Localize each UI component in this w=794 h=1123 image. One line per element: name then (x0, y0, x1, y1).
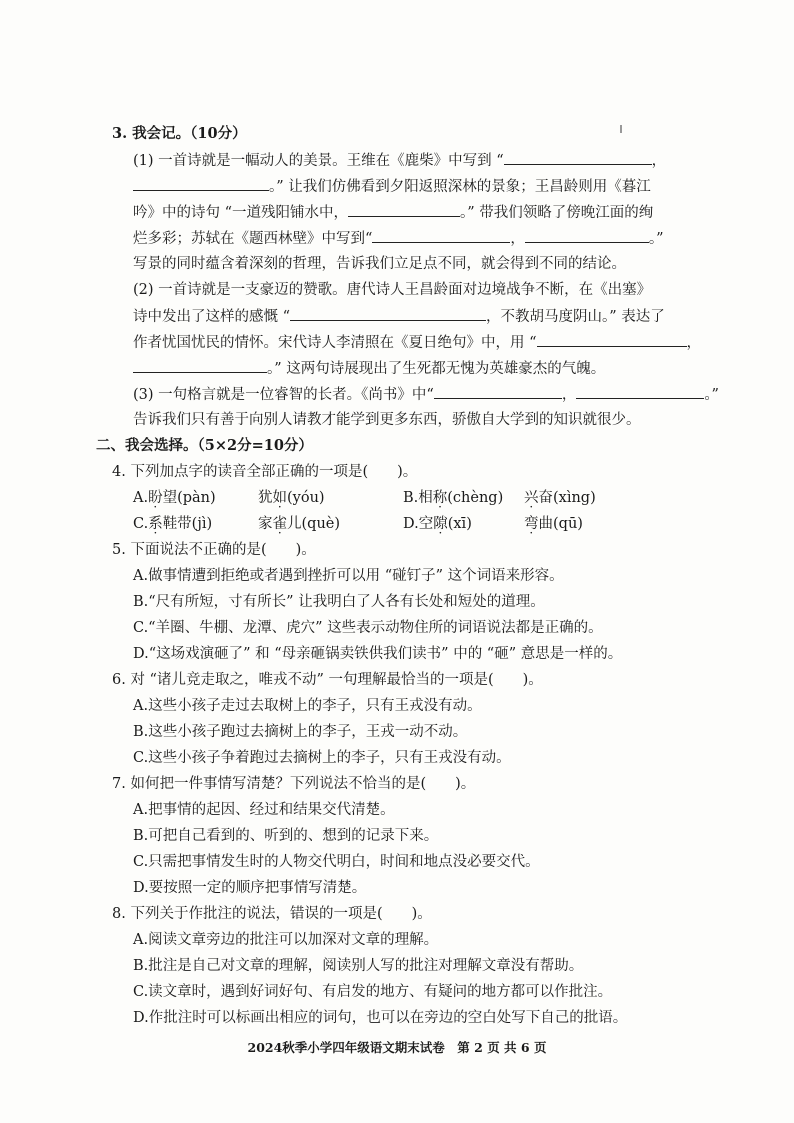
q3-p3-line2: 告诉我们只有善于向别人请教才能学到更多东西，骄傲自大学到的知识就很少。 (133, 412, 641, 428)
q3-p2-comma: ， (686, 335, 702, 351)
q3-p2-text-c: ，不教胡马度阴山。” 表达了 (486, 309, 665, 325)
q4-option-c1[interactable] (133, 514, 212, 534)
q8-stem: 8. 下列关于作批注的说法，错误的一项是( )。 (112, 906, 432, 922)
q7-option-b[interactable]: B.可把自己看到的、听到的、想到的记录下来。 (133, 828, 439, 844)
q4-a1-dot-char: 盼 (148, 490, 163, 506)
q6-stem: 6. 对 “诸儿竞走取之，唯戎不动” 一句理解最恰当的一项是( )。 (112, 672, 543, 688)
q3-p2-line1: (2) 一首诗就是一支豪迈的赞歌。唐代诗人王昌龄面对边境战争不断，在《出塞》 (133, 282, 652, 298)
blank-xilinbi-2[interactable] (525, 228, 649, 243)
q4-c2-pre: 家 (258, 516, 273, 532)
q3-p3-text-a: (3) 一句格言就是一位睿智的长者。《尚书》中“ (133, 387, 434, 403)
q3-p1-text-a: (1) 一首诗就是一幅动人的美景。王维在《鹿柴》中写到 “ (133, 153, 504, 169)
blank-luzhai-2[interactable] (133, 176, 269, 191)
q3-p1-text-e: 烂多彩；苏轼在《题西林壁》中写到“ (133, 231, 373, 247)
q3-p1-line2 (133, 176, 651, 197)
q4-d1-dot-char: 隙 (433, 516, 448, 532)
blank-shangshu-1[interactable] (434, 384, 562, 399)
q4-a2-post: (yóu) (287, 490, 325, 506)
q3-title: 3. 我会记。（10分） (112, 125, 247, 142)
q4-a2-pre: 犹 (258, 490, 273, 506)
q4-a1-post: 望(pàn) (162, 490, 216, 506)
blank-xiarijueju-2[interactable] (133, 358, 267, 373)
q5-option-d[interactable]: D.“这场戏演砸了” 和 “母亲砸锅卖铁供我们读书” 中的 “砸” 意思是一样的。 (133, 646, 623, 662)
q3-p3-comma: ， (561, 387, 577, 403)
q4-d2-post: 曲(qū) (538, 516, 583, 532)
q4-option-d1[interactable] (403, 514, 472, 534)
q3-p1-text-b: 。” 让我们仿佛看到夕阳返照深林的景象；王昌龄则用《暮江 (269, 179, 651, 195)
q7-stem: 7. 如何把一件事情写清楚？下列说法不恰当的是( )。 (112, 776, 476, 792)
q3-p1-comma2: ， (510, 231, 525, 247)
q3-p2-text-d: 作者忧国忧民的情怀。宋代诗人李清照在《夏日绝句》中，用 “ (133, 335, 537, 351)
q3-p1-comma1: ， (651, 153, 667, 169)
q3-p1-text-d: 。” 带我们领略了傍晚江面的绚 (460, 205, 654, 221)
q7-option-a[interactable]: A.把事情的起因、经过和结果交代清楚。 (133, 802, 395, 818)
q4-c2-dot-char: 雀 (272, 516, 287, 532)
q4-a2-dot-char: 如 (272, 490, 287, 506)
blank-luzhai-1[interactable] (504, 150, 652, 165)
q8-option-b[interactable]: B.批注是自己对文章的理解，阅读别人写的批注对理解文章没有帮助。 (133, 958, 584, 974)
q4-b2-post: 奋(xìng) (538, 490, 596, 506)
q4-option-c2 (258, 514, 340, 534)
blank-shangshu-2[interactable] (576, 384, 704, 399)
q4-d1-pre: D.空 (403, 516, 434, 532)
q6-option-b[interactable]: B.这些小孩子跑过去摘树上的李子，王戎一动不动。 (133, 724, 468, 740)
q3-p2-text-b: 诗中发出了这样的感慨 “ (133, 309, 291, 325)
q4-option-a2 (258, 488, 325, 508)
page-footer: 2024秋季小学四年级语文期末试卷 第 2 页 共 6 页 (247, 1040, 547, 1055)
q3-p3-line1 (133, 384, 719, 405)
q6-option-a[interactable]: A.这些小孩子走过去取树上的李子，只有王戎没有动。 (133, 698, 482, 714)
q4-c1-dot-char: 系 (148, 516, 163, 532)
q3-p1-line1 (133, 150, 666, 171)
q3-p2-line3 (133, 332, 701, 353)
q4-stem: 4. 下列加点字的读音全部正确的一项是( )。 (112, 464, 418, 480)
blank-chusai[interactable] (290, 306, 486, 321)
q8-option-d[interactable]: D.作批注时可以标画出相应的词句，也可以在旁边的空白处写下自己的批语。 (133, 1010, 628, 1026)
q5-option-b[interactable]: B.“尺有所短，寸有所长” 让我明白了人各有长处和短处的道理。 (133, 594, 545, 610)
section2-title: 二、我会选择。（5×2分=10分） (96, 437, 313, 454)
q3-p1-line4 (133, 228, 664, 249)
q5-stem: 5. 下面说法不正确的是( )。 (112, 542, 316, 558)
q3-p1-text-c: 吟》中的诗句 “一道残阳铺水中， (133, 205, 349, 221)
blank-mujiangyin[interactable] (348, 202, 460, 217)
q4-b1-pre: B.相 (403, 490, 433, 506)
q8-option-c[interactable]: C.读文章时，遇到好词好句、有启发的地方、有疑问的地方都可以作批注。 (133, 984, 613, 1000)
q7-option-c[interactable]: C.只需把事情发生时的人物交代明白，时间和地点没必要交代。 (133, 854, 540, 870)
q4-c1-pre: C. (133, 516, 149, 532)
blank-xilinbi-1[interactable] (372, 228, 510, 243)
q4-c1-post: 鞋带(jì) (162, 516, 213, 532)
q3-p2-line2 (133, 306, 665, 327)
scan-mark (620, 125, 622, 133)
q4-option-b2 (524, 488, 596, 508)
q4-option-d2 (524, 514, 583, 534)
q3-p1-text-f: 。” (648, 231, 664, 247)
q4-c2-post: 儿(què) (287, 516, 341, 532)
q8-option-a[interactable]: A.阅读文章旁边的批注可以加深对文章的理解。 (133, 932, 439, 948)
q4-d1-post: (xī) (447, 516, 472, 532)
q5-option-c[interactable]: C.“羊圈、牛棚、龙潭、虎穴” 这些表示动物住所的词语说法都是正确的。 (133, 620, 603, 636)
q7-option-d[interactable]: D.要按照一定的顺序把事情写清楚。 (133, 880, 367, 896)
q4-b2-dot-char: 兴 (524, 490, 539, 506)
blank-xiarijueju-1[interactable] (537, 332, 687, 347)
q3-p1-line3 (133, 202, 653, 223)
q5-option-a[interactable]: A.做事情遭到拒绝或者遇到挫折可以用 “碰钉子” 这个词语来形容。 (133, 568, 564, 584)
q4-b1-post: (chèng) (447, 490, 504, 506)
q4-d2-dot-char: 弯 (524, 516, 539, 532)
q6-option-c[interactable]: C.这些小孩子争着跑过去摘树上的李子，只有王戎没有动。 (133, 750, 511, 766)
q4-a1-pre: A. (133, 490, 149, 506)
q3-p3-text-b: 。” (704, 387, 719, 403)
q3-p2-text-e: 。” 这两句诗展现出了生死都无愧为英雄豪杰的气魄。 (267, 361, 606, 377)
q3-p1-line5: 写景的同时蕴含着深刻的哲理，告诉我们立足点不同，就会得到不同的结论。 (133, 256, 626, 272)
q4-b1-dot-char: 称 (432, 490, 448, 506)
q4-option-a1[interactable] (133, 488, 216, 508)
q3-p2-line4 (133, 358, 605, 379)
q4-option-b1[interactable] (403, 488, 503, 508)
